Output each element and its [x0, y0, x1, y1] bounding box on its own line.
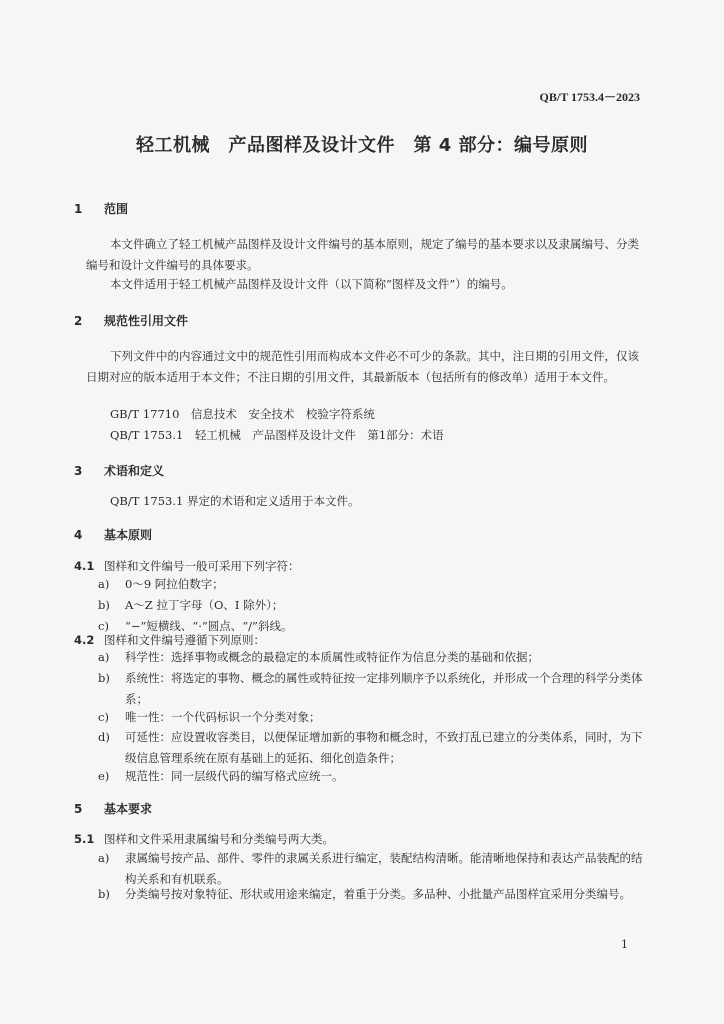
- clause-text: 图样和文件编号遵循下列原则：: [104, 633, 265, 647]
- list-text: 0～9 阿拉伯数字；: [125, 577, 224, 591]
- list-item: [98, 766, 644, 787]
- list-label: a): [98, 650, 110, 664]
- clause-4-1: [74, 558, 300, 574]
- list-item: [98, 595, 644, 616]
- section-title: 基本原则: [104, 528, 153, 542]
- scope-paragraph-1: [86, 234, 644, 276]
- list-label: a): [98, 851, 110, 865]
- list-text: 隶属编号按产品、部件、零件的隶属关系进行编定，装配结构清晰。能清晰地保持和表达产品装配的结构关系和有机联系。: [125, 851, 643, 886]
- clause-number: 4.2: [74, 633, 95, 647]
- section-1-heading: [74, 200, 128, 217]
- section-number: 5: [74, 802, 83, 816]
- list-label: c): [98, 710, 109, 724]
- paragraph-text: 下列文件中的内容通过文中的规范性引用而构成本文件必不可少的条款。其中，注日期的引用文件，仅该日期对应的版本适用于本文件；不注日期的引用文件，其最新版本（包括所有的修改单）适用于本文件。: [86, 349, 639, 384]
- paragraph-text: 本文件适用于轻工机械产品图样及设计文件（以下简称“图样及文件”）的编号。: [110, 277, 513, 291]
- section-5-heading: [74, 800, 152, 817]
- list-label: b): [98, 887, 110, 901]
- standard-number: QB/T 1753.4－2023: [539, 90, 640, 104]
- list-text: 系统性：将选定的事物、概念的属性或特征按一定排列顺序予以系统化，并形成一个合理的科学分类体系；: [125, 671, 643, 706]
- list-text: “−”短横线、“·”圆点、“/”斜线。: [125, 619, 293, 633]
- list-item: [98, 707, 644, 728]
- normative-paragraph: [86, 346, 644, 388]
- section-number: 1: [74, 202, 83, 216]
- list-text: A～Z 拉丁字母（O、I 除外）；: [125, 598, 284, 612]
- section-2-heading: [74, 312, 188, 329]
- reference-item: QB/T 1753.1 轻工机械 产品图样及设计文件 第1部分：术语: [110, 428, 444, 442]
- list-item: [98, 574, 644, 595]
- list-label: b): [98, 598, 110, 612]
- section-4-heading: [74, 526, 152, 543]
- clause-text: 图样和文件编号一般可采用下列字符：: [104, 559, 300, 573]
- list-item: [98, 884, 644, 905]
- clause-4-2: [74, 632, 265, 648]
- reference-item: GB/T 17710 信息技术 安全技术 校验字符系统: [110, 407, 375, 421]
- section-number: 4: [74, 528, 83, 542]
- paragraph-text: 本文件确立了轻工机械产品图样及设计文件编号的基本原则，规定了编号的基本要求以及隶属编号、分类编号和设计文件编号的具体要求。: [86, 237, 639, 272]
- list-label: d): [98, 730, 110, 744]
- section-title: 术语和定义: [104, 464, 165, 478]
- list-text: 科学性：选择事物或概念的最稳定的本质属性或特征作为信息分类的基础和依据；: [125, 650, 539, 664]
- section-title: 规范性引用文件: [104, 314, 189, 328]
- list-item: [98, 668, 644, 710]
- list-text: 规范性：同一层级代码的编写格式应统一。: [125, 769, 344, 783]
- section-3-heading: [74, 462, 164, 479]
- list-text: 可延性：应设置收容类目，以便保证增加新的事物和概念时，不致打乱已建立的分类体系，同时，为下级信息管理系统在原有基础上的延拓、细化创造条件；: [125, 730, 643, 765]
- clause-5-1: [74, 831, 334, 847]
- list-item: [98, 647, 644, 668]
- list-text: 唯一性：一个代码标识一个分类对象；: [125, 710, 321, 724]
- scope-paragraph-2: [86, 274, 644, 295]
- clause-number: 4.1: [74, 559, 95, 573]
- clause-text: 图样和文件采用隶属编号和分类编号两大类。: [104, 832, 334, 846]
- clause-number: 5.1: [74, 832, 95, 846]
- section-number: 3: [74, 464, 83, 478]
- section-title: 范围: [104, 202, 129, 216]
- document-title: 轻工机械 产品图样及设计文件 第 4 部分：编号原则: [135, 135, 589, 156]
- section-title: 基本要求: [104, 802, 153, 816]
- list-label: b): [98, 671, 110, 685]
- list-label: a): [98, 577, 110, 591]
- section-number: 2: [74, 314, 83, 328]
- list-label: e): [98, 769, 110, 783]
- list-item: [98, 727, 644, 769]
- list-text: 分类编号按对象特征、形状或用途来编定，着重于分类。多品种、小批量产品图样宜采用分类编号。: [125, 887, 631, 901]
- terms-paragraph: QB/T 1753.1 界定的术语和定义适用于本文件。: [110, 494, 360, 508]
- page-number: 1: [621, 938, 628, 951]
- list-label: c): [98, 619, 109, 633]
